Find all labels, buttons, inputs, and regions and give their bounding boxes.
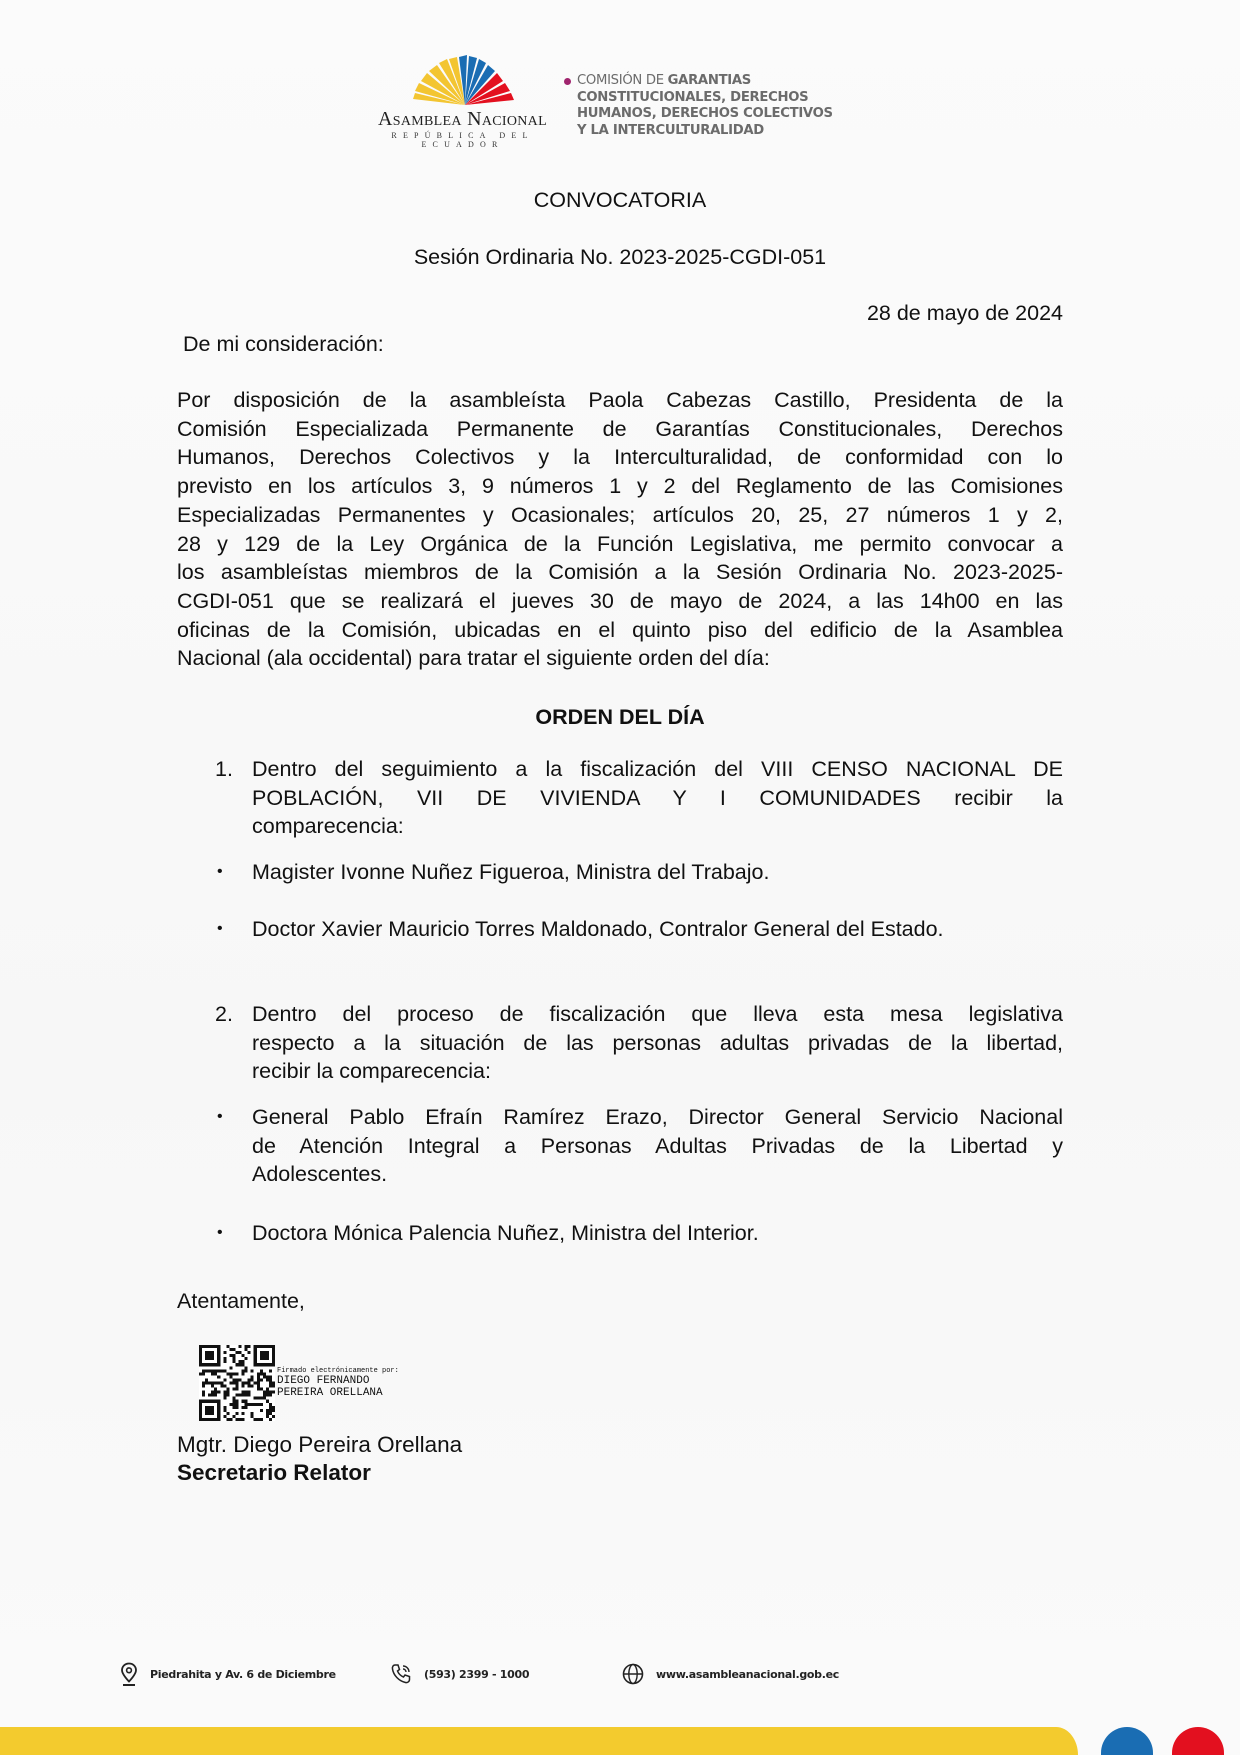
bullet-icon: • — [217, 1224, 223, 1241]
paragraph-line: Especializadas Permanentes y Ocasionales; artículos 20, 25, 27 números 1 y 2, — [177, 502, 1063, 527]
globe-icon — [622, 1663, 644, 1685]
commission-name: COMISIÓN DE GARANTIAS CONSTITUCIONALES, DERECHOS HUMANOS, DERECHOS COLECTIVOS Y LA INTERCULTURALIDAD — [577, 73, 907, 139]
item-line: recibir la comparecencia: — [252, 1059, 491, 1084]
paragraph-line: Nacional (ala occidental) para tratar el siguiente orden del día: — [177, 646, 770, 671]
feather-fan-icon — [410, 55, 520, 107]
bullet-icon: • — [217, 863, 223, 880]
salutation: De mi consideración: — [183, 332, 384, 356]
phone-text: (593) 2399 - 1000 — [424, 1667, 530, 1681]
attendee-item — [177, 1103, 1063, 1189]
bullet-icon: • — [217, 1108, 223, 1125]
paragraph-line: Comisión Especializada Permanente de Garantías Constitucionales, Derechos — [177, 416, 1063, 441]
agenda-heading: ORDEN DEL DÍA — [535, 705, 705, 729]
attendee-item — [177, 1219, 1063, 1248]
footer-address — [120, 1661, 336, 1687]
footer-website[interactable] — [622, 1661, 839, 1687]
item-line: Magister Ivonne Nuñez Figueroa, Ministra del Trabajo. — [252, 860, 770, 884]
item-line: Doctor Xavier Mauricio Torres Maldonado, Contralor General del Estado. — [252, 917, 944, 941]
session-number: Sesión Ordinaria No. 2023-2025-CGDI-051 — [413, 245, 827, 269]
item-line: POBLACIÓN, VII DE VIVIENDA Y I COMUNIDADES recibir la — [252, 785, 1063, 810]
attendee-item — [177, 858, 1063, 887]
paragraph-line: oficinas de la Comisión, ubicadas en el quinto piso del edificio de la Asamblea — [177, 617, 1063, 642]
attendee-item — [177, 915, 1063, 944]
item-line: Doctora Mónica Palencia Nuñez, Ministra del Interior. — [252, 1221, 759, 1245]
paragraph-line: CGDI-051 que se realizará el jueves 30 de mayo de 2024, a las 14h00 en las — [177, 588, 1063, 613]
document-title: CONVOCATORIA — [533, 188, 707, 212]
phone-icon — [390, 1663, 412, 1685]
website-link[interactable]: www.asambleanacional.gob.ec — [656, 1667, 840, 1681]
signer-name: Mgtr. Diego Pereira Orellana — [177, 1432, 463, 1457]
body-paragraph — [177, 386, 1063, 673]
footer-yellow-band — [0, 1727, 1078, 1755]
signer-block — [177, 1431, 462, 1487]
bullet-icon: • — [217, 920, 223, 937]
logo-name: Asamblea Nacional — [378, 108, 547, 130]
qr-code-icon — [199, 1345, 275, 1421]
paragraph-line: Humanos, Derechos Colectivos y la Interculturalidad, de conformidad con lo — [177, 445, 1063, 470]
electronic-signature — [199, 1345, 439, 1425]
item-line: Adolescentes. — [252, 1162, 388, 1187]
item-line: comparecencia: — [252, 814, 404, 839]
signer-role: Secretario Relator — [177, 1460, 371, 1485]
location-pin-icon — [120, 1662, 138, 1686]
bullet-dot-icon — [564, 78, 571, 85]
item-line: Dentro del proceso de fiscalización que lleva esta mesa legislativa — [252, 1002, 1063, 1026]
item-line: General Pablo Efraín Ramírez Erazo, Director General Servicio Nacional — [252, 1105, 1063, 1129]
paragraph-line: los asambleístas miembros de la Comisión a la Sesión Ordinaria No. 2023-2025- — [177, 560, 1063, 585]
footer-phone — [390, 1661, 529, 1687]
paragraph-line: Por disposición de la asambleísta Paola Cabezas Castillo, Presidenta de la — [177, 388, 1063, 412]
paragraph-line: previsto en los artículos 3, 9 números 1 y 2 del Reglamento de las Comisiones — [177, 474, 1063, 499]
footer-contact — [120, 1661, 880, 1687]
item-number: 2. — [215, 1002, 233, 1026]
signature-name-line2: PEREIRA ORELLANA — [277, 1387, 383, 1399]
document-date: 28 de mayo de 2024 — [866, 301, 1063, 325]
letterhead — [355, 55, 895, 149]
paragraph-line: 28 y 129 de la Ley Orgánica de la Función Legislativa, me permito convocar a — [177, 531, 1063, 556]
item-number: 1. — [215, 757, 233, 781]
agenda-item — [177, 755, 1063, 841]
logo-subtitle: REPÚBLICA DEL ECUADOR — [391, 131, 534, 149]
item-line: respecto a la situación de las personas adultas privadas de la libertad, — [252, 1030, 1063, 1055]
signature-label: Firmado electrónicamente por: — [277, 1367, 399, 1375]
asamblea-logo — [355, 55, 570, 149]
item-line: Dentro del seguimiento a la fiscalización del VIII CENSO NACIONAL DE — [252, 757, 1063, 781]
signature-name-line1: DIEGO FERNANDO — [277, 1375, 370, 1387]
closing: Atentamente, — [177, 1289, 305, 1313]
item-line: de Atención Integral a Personas Adultas Privadas de la Libertad y — [252, 1133, 1063, 1158]
agenda-item — [177, 1000, 1063, 1086]
address-text: Piedrahita y Av. 6 de Diciembre — [150, 1667, 336, 1681]
